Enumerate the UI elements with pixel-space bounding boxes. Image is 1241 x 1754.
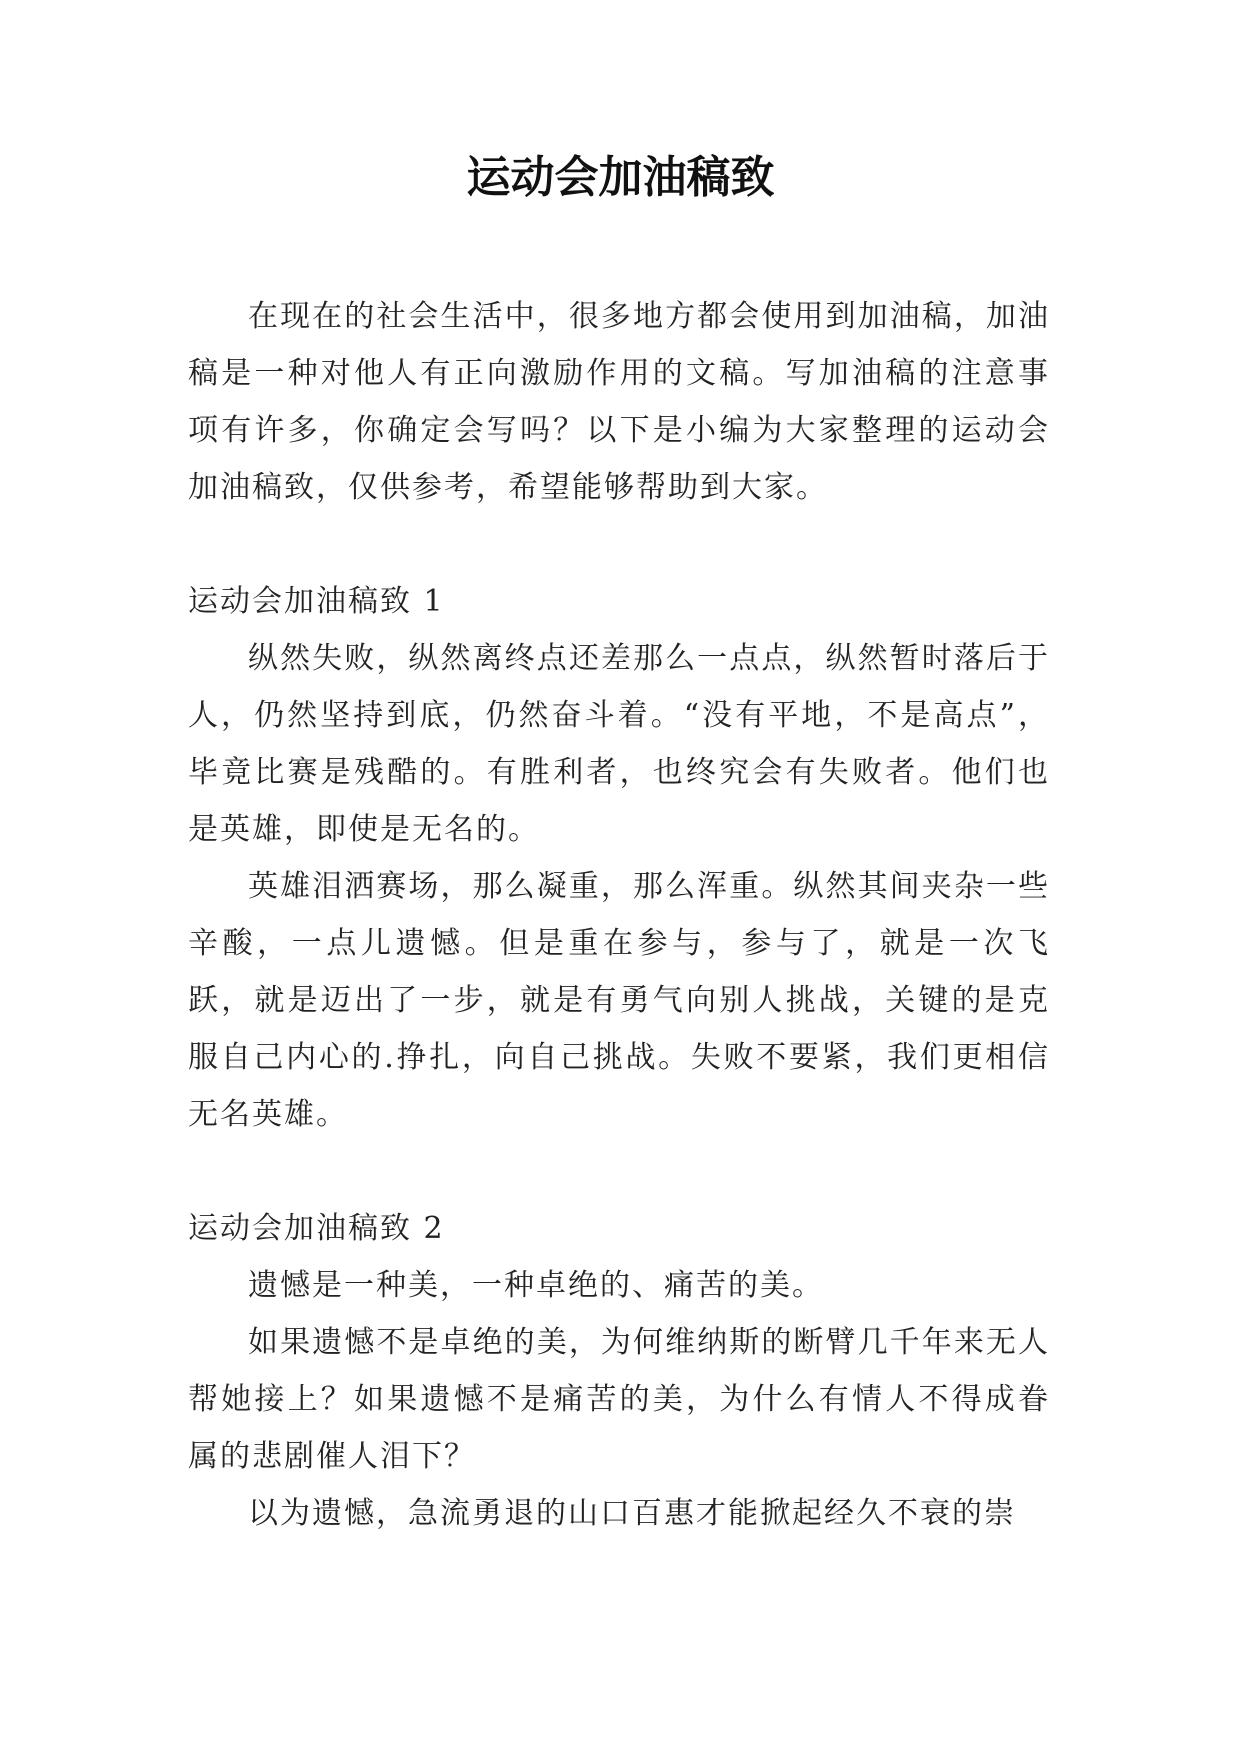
section-1	[188, 573, 1050, 1143]
section-heading: 运动会加油稿致 2	[188, 1211, 445, 1246]
document-body	[188, 288, 1050, 1542]
section-spacer	[188, 516, 1050, 573]
section-paragraph: 英雄泪洒赛场，那么凝重，那么浑重。纵然其间夹杂一些辛酸，一点儿遗憾。但是重在参与，参与了，就是一次飞跃，就是迈出了一步，就是有勇气向别人挑战，关键的是克服自己内心的.挣扎，向自己挑战。失败不要紧，我们更相信无名英雄。	[188, 869, 1050, 1132]
document-title: 运动会加油稿致	[466, 152, 775, 203]
section-heading: 运动会加油稿致 1	[188, 584, 445, 619]
section-paragraph: 以为遗憾，急流勇退的山口百惠才能掀起经久不衰的崇	[248, 1496, 1016, 1531]
section-spacer	[188, 1143, 1050, 1200]
section-2	[188, 1200, 1050, 1542]
section-paragraph: 纵然失败，纵然离终点还差那么一点点，纵然暂时落后于人，仍然坚持到底，仍然奋斗着。“没有平地，不是高点”，毕竟比赛是残酷的。有胜利者，也终究会有失败者。他们也是英雄，即使是无名的。	[188, 641, 1050, 847]
section-paragraph: 遗憾是一种美，一种卓绝的、痛苦的美。	[248, 1268, 824, 1303]
intro-paragraph: 在现在的社会生活中，很多地方都会使用到加油稿，加油稿是一种对他人有正向激励作用的文稿。写加油稿的注意事项有许多，你确定会写吗？以下是小编为大家整理的运动会加油稿致，仅供参考，希望能够帮助到大家。	[188, 299, 1050, 505]
section-paragraph: 如果遗憾不是卓绝的美，为何维纳斯的断臂几千年来无人帮她接上？如果遗憾不是痛苦的美，为什么有情人不得成眷属的悲剧催人泪下？	[188, 1325, 1050, 1474]
